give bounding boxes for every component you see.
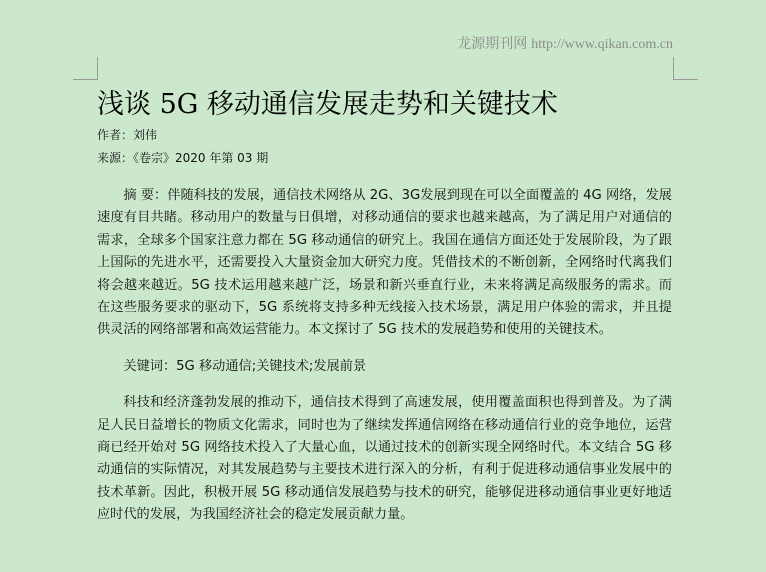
crop-mark-left (73, 57, 98, 80)
watermark (457, 33, 673, 53)
article-content (97, 185, 672, 527)
crop-mark-right (673, 57, 698, 80)
watermark-brand: 龙源期刊网 (457, 36, 528, 52)
article-author: 作者：刘伟 (97, 128, 158, 142)
keywords-paragraph: 关键词：5G 移动通信;关键技术;发展前景 (123, 358, 367, 374)
article-title: 浅谈 5G 移动通信发展走势和关键技术 (97, 89, 558, 120)
body-paragraph: 科技和经济蓬勃发展的推动下，通信技术得到了高速发展，使用覆盖面积也得到普及。为了满足人民日益增长的物质文化需求，同时也为了继续发挥通信网络在移动通信行业的竞争地位，运营商已经开始对 5G 网络技术投入了大量心血，以通过技术的创新实现全网络时代。本文结合 5G 移动通信的实际情况，对其发展趋势与主要技术进行深入的分析，有利于促进移动通信事业发展中的技术革新。因此，积极开展 5G 移动通信发展趋势与技术的研究，能够促进移动通信事业更好地适应时代的发展，为我国经济社会的稳定发展贡献力量。 (97, 395, 672, 523)
abstract-paragraph: 摘 要：伴随科技的发展，通信技术网络从 2G、3G发展到现在可以全面覆盖的 4G 网络，发展速度有目共睹。移动用户的数量与日俱增，对移动通信的要求也越来越高，为了满足用户对通信的需求，全球多个国家注意力都在 5G 移动通信的研究上。我国在通信方面还处于发展阶段，为了跟上国际的先进水平，还需要投入大量资金加大研究力度。凭借技术的不断创新，全网络时代离我们将会越来越近。5G 技术运用越来越广泛，场景和新兴垂直行业，未来将满足高级服务的需求。而在这些服务要求的驱动下，5G 系统将支持多种无线接入技术场景，满足用户体验的需求，并且提供灵活的网络部署和高效运营能力。本文探讨了 5G 技术的发展趋势和使用的关键技术。 (97, 188, 672, 338)
article-source: 来源：《卷宗》2020 年第 03 期 (97, 151, 269, 165)
watermark-url: http://www.qikan.com.cn (531, 37, 673, 52)
